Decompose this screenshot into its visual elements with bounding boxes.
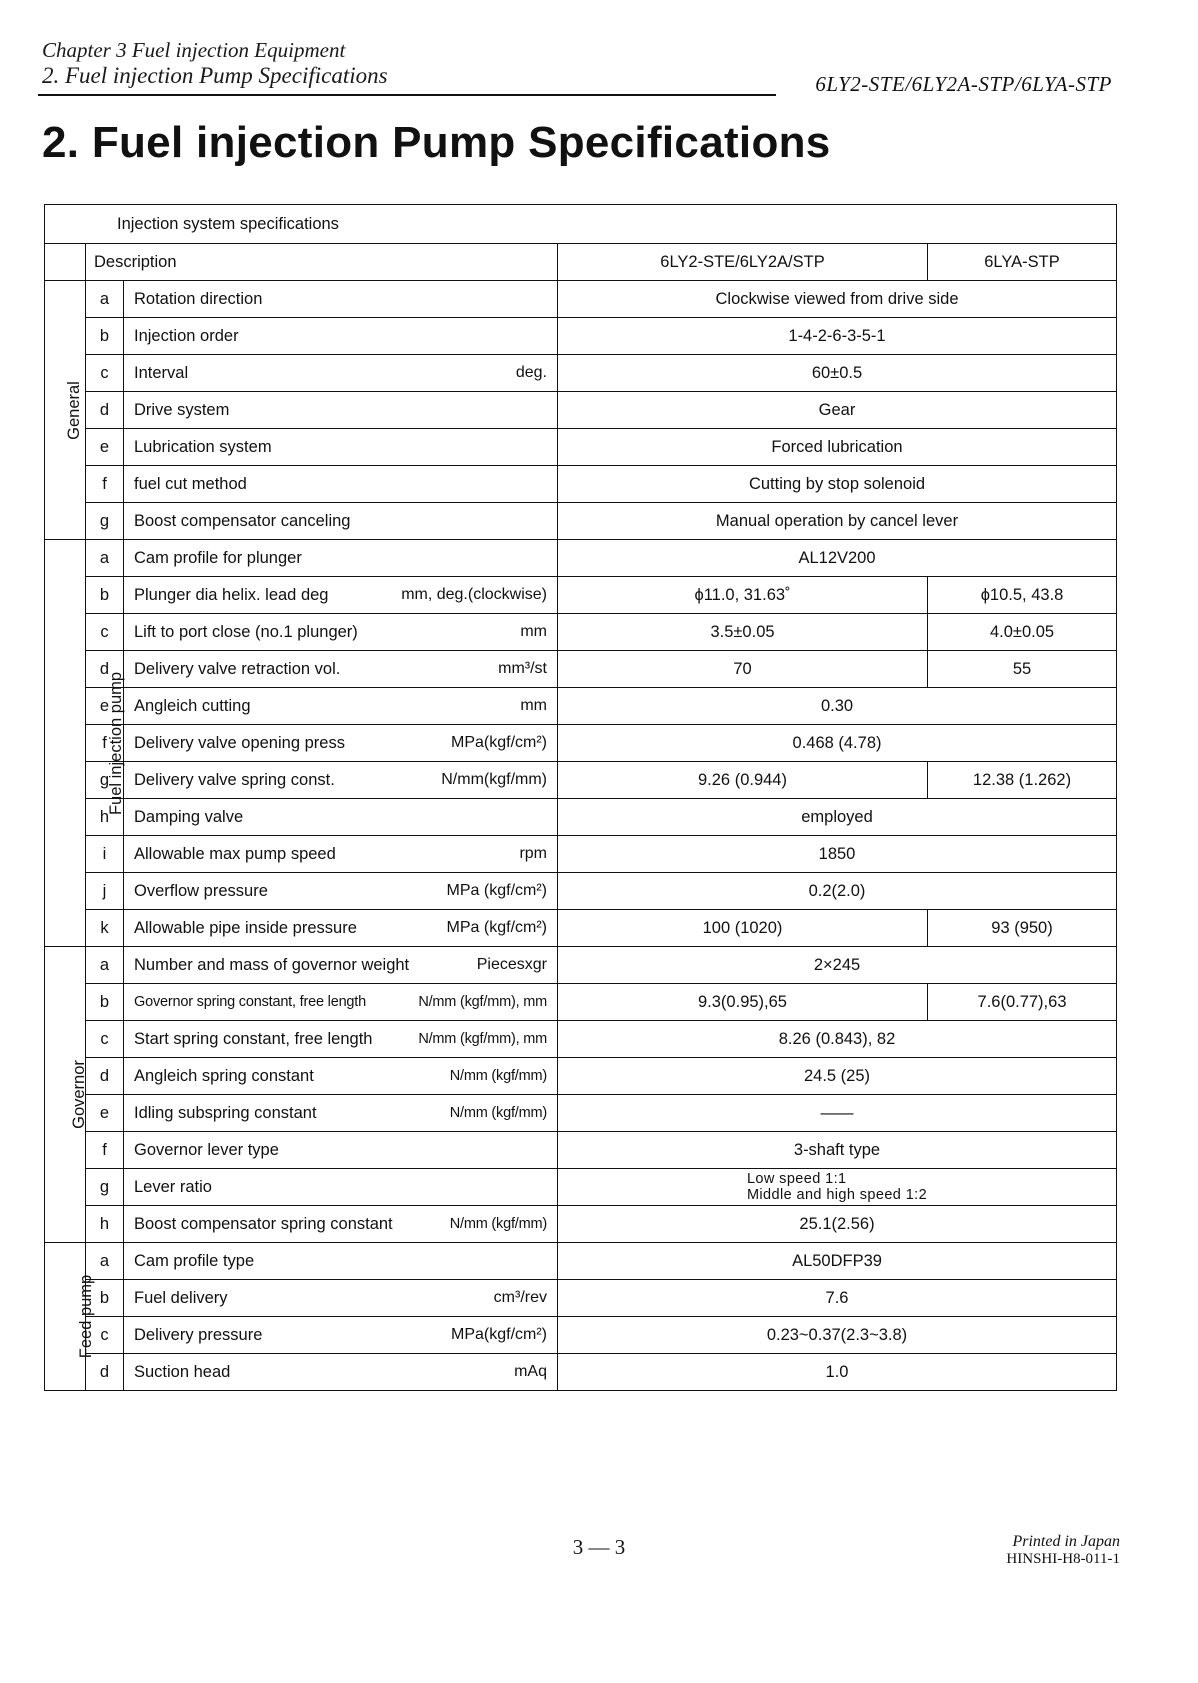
row-description-cell — [124, 688, 558, 725]
row-unit: deg. — [515, 364, 547, 381]
row-description-line — [134, 919, 547, 938]
row-description-line — [134, 1141, 547, 1160]
row-description: Lever ratio — [134, 1177, 212, 1196]
row-description-cell — [124, 873, 558, 910]
row-unit: N/mm (kgf/mm), mm — [418, 994, 547, 1010]
row-description-line — [134, 956, 547, 975]
row-letter: g — [86, 762, 124, 799]
row-description-line — [134, 882, 547, 901]
row-letter: a — [86, 281, 124, 318]
row-description-line — [134, 1067, 547, 1086]
row-letter: k — [86, 910, 124, 947]
row-description-line — [134, 327, 547, 346]
row-description-line — [134, 475, 547, 494]
row-description-cell — [124, 651, 558, 688]
row-value-6ly2: 70 — [558, 651, 928, 688]
spec-row — [45, 799, 1117, 836]
row-description-line — [134, 1252, 547, 1271]
spec-row — [45, 577, 1117, 614]
row-description-line — [134, 623, 547, 642]
spec-table — [44, 204, 1117, 1391]
row-value-6ly2: 3.5±0.05 — [558, 614, 928, 651]
document-code: HINSHI-H8-011-1 — [1006, 1551, 1120, 1567]
spec-row — [45, 688, 1117, 725]
row-letter: b — [86, 1280, 124, 1317]
header-row — [45, 244, 1117, 281]
row-description-line — [134, 808, 547, 827]
row-value: 0.468 (4.78) — [558, 725, 1117, 762]
row-letter: e — [86, 1095, 124, 1132]
row-description-cell — [124, 466, 558, 503]
row-description-cell — [124, 1132, 558, 1169]
row-unit: MPa (kgf/cm²) — [446, 919, 547, 936]
row-description: Plunger dia helix. lead deg — [134, 585, 329, 604]
row-letter: d — [86, 1058, 124, 1095]
row-unit: N/mm (kgf/mm) — [449, 1216, 547, 1232]
row-letter: g — [86, 503, 124, 540]
row-letter: d — [86, 1354, 124, 1391]
row-description: Interval — [134, 363, 189, 382]
row-description-line — [134, 1104, 547, 1123]
row-value: 7.6 — [558, 1280, 1117, 1317]
row-value-6lya: 7.6(0.77),63 — [928, 984, 1117, 1021]
row-unit: mm — [520, 623, 547, 640]
row-description-line — [134, 845, 547, 864]
row-letter: a — [86, 1243, 124, 1280]
group-cell-governor — [45, 947, 86, 1243]
row-description-line — [134, 438, 547, 457]
row-unit: N/mm (kgf/mm) — [449, 1105, 547, 1121]
header-section: 2. Fuel injection Pump Specifications — [42, 63, 388, 88]
row-description-cell — [124, 318, 558, 355]
row-unit: cm³/rev — [493, 1289, 547, 1306]
row-value: employed — [558, 799, 1117, 836]
row-description: Lubrication system — [134, 437, 272, 456]
row-description-line — [134, 994, 547, 1010]
row-description: Angleich spring constant — [134, 1066, 314, 1085]
row-description: Delivery valve opening press — [134, 733, 345, 752]
row-unit: MPa (kgf/cm²) — [446, 882, 547, 899]
row-description-cell — [124, 429, 558, 466]
row-description: Fuel delivery — [134, 1288, 228, 1307]
row-description-line — [134, 1289, 547, 1308]
row-description-cell — [124, 799, 558, 836]
row-description-cell — [124, 1169, 558, 1206]
row-unit: mm — [520, 697, 547, 714]
row-description: Angleich cutting — [134, 696, 251, 715]
row-value: 1-4-2-6-3-5-1 — [558, 318, 1117, 355]
description-header: Description — [86, 244, 558, 281]
row-value: 0.2(2.0) — [558, 873, 1117, 910]
row-description: Governor spring constant, free length — [134, 994, 366, 1010]
row-unit: N/mm (kgf/mm) — [449, 1068, 547, 1084]
header-blank-cell — [45, 244, 86, 281]
lever-ratio-line2: Middle and high speed 1:2 — [746, 1186, 928, 1203]
row-description: Idling subspring constant — [134, 1103, 317, 1122]
spec-row — [45, 503, 1117, 540]
row-description-cell — [124, 614, 558, 651]
row-letter: a — [86, 947, 124, 984]
row-description-cell — [124, 1058, 558, 1095]
row-description-cell — [124, 392, 558, 429]
spec-row — [45, 1095, 1117, 1132]
row-value-6ly2: 9.26 (0.944) — [558, 762, 928, 799]
spec-row — [45, 355, 1117, 392]
row-value: 8.26 (0.843), 82 — [558, 1021, 1117, 1058]
row-description: Injection order — [134, 326, 239, 345]
row-description-line — [134, 734, 547, 753]
row-value-6lya: ϕ10.5, 43.8 — [928, 577, 1117, 614]
row-description-cell — [124, 1280, 558, 1317]
row-description-cell — [124, 503, 558, 540]
group-label-feed-pump: Feed pump — [77, 1274, 96, 1359]
row-value — [558, 1169, 1117, 1206]
column-header-6ly2: 6LY2-STE/6LY2A/STP — [558, 244, 928, 281]
row-letter: g — [86, 1169, 124, 1206]
spec-row — [45, 910, 1117, 947]
row-description: Delivery valve spring const. — [134, 770, 335, 789]
group-cell-fuel-injection-pump — [45, 540, 126, 947]
row-description-cell — [124, 725, 558, 762]
spec-row — [45, 614, 1117, 651]
column-header-6lya: 6LYA-STP — [928, 244, 1117, 281]
row-letter: j — [86, 873, 124, 910]
row-description-cell — [124, 577, 558, 614]
row-value: Gear — [558, 392, 1117, 429]
row-letter: e — [86, 429, 124, 466]
row-value: 24.5 (25) — [558, 1058, 1117, 1095]
row-letter: f — [86, 466, 124, 503]
header-rule — [38, 94, 776, 96]
lever-ratio-line1: Low speed 1:1 — [746, 1170, 847, 1187]
row-letter: i — [86, 836, 124, 873]
row-description: Delivery pressure — [134, 1325, 263, 1344]
spec-row — [45, 1058, 1117, 1095]
row-description-line — [134, 549, 547, 568]
row-description-cell — [124, 762, 558, 799]
row-description-line — [134, 401, 547, 420]
spec-row — [45, 947, 1117, 984]
spec-row — [45, 281, 1117, 318]
row-description-line — [134, 1215, 547, 1234]
row-letter: b — [86, 577, 124, 614]
row-description: Governor lever type — [134, 1140, 279, 1159]
spec-row — [45, 873, 1117, 910]
row-description-line — [134, 364, 547, 383]
row-unit: mAq — [514, 1363, 547, 1380]
row-description: Number and mass of governor weight — [134, 955, 410, 974]
row-description-cell — [124, 1317, 558, 1354]
row-description-line — [134, 697, 547, 716]
row-description-cell — [124, 947, 558, 984]
row-value-6ly2: 100 (1020) — [558, 910, 928, 947]
row-letter: h — [86, 1206, 124, 1243]
spec-row — [45, 762, 1117, 799]
row-value: 25.1(2.56) — [558, 1206, 1117, 1243]
row-value: Manual operation by cancel lever — [558, 503, 1117, 540]
group-label-governor: Governor — [69, 1060, 88, 1129]
row-letter: c — [86, 614, 124, 651]
row-description: Delivery valve retraction vol. — [134, 659, 341, 678]
printed-in-japan: Printed in Japan — [1012, 1533, 1120, 1550]
row-unit: N/mm (kgf/mm), mm — [418, 1031, 547, 1047]
row-letter: c — [86, 1317, 124, 1354]
row-description: Boost compensator spring constant — [134, 1214, 393, 1233]
row-value: 1.0 — [558, 1354, 1117, 1391]
table-caption: Injection system specifications — [45, 205, 1117, 244]
row-letter: c — [86, 1021, 124, 1058]
row-description-line — [134, 660, 547, 679]
row-description: Drive system — [134, 400, 230, 419]
row-description: Boost compensator canceling — [134, 511, 351, 530]
spec-row — [45, 651, 1117, 688]
spec-row — [45, 1280, 1117, 1317]
row-letter: b — [86, 984, 124, 1021]
row-value: Forced lubrication — [558, 429, 1117, 466]
row-description: Start spring constant, free length — [134, 1029, 373, 1048]
row-unit: N/mm(kgf/mm) — [441, 771, 547, 788]
caption-row — [45, 205, 1117, 244]
row-unit: MPa(kgf/cm²) — [451, 1326, 547, 1343]
spec-row — [45, 1317, 1117, 1354]
spec-row — [45, 466, 1117, 503]
row-value-6lya: 4.0±0.05 — [928, 614, 1117, 651]
row-value: 1850 — [558, 836, 1117, 873]
spec-row — [45, 984, 1117, 1021]
row-description: Allowable pipe inside pressure — [134, 918, 357, 937]
row-description-cell — [124, 281, 558, 318]
row-letter: c — [86, 355, 124, 392]
row-letter: d — [86, 651, 124, 688]
row-description-cell — [124, 1021, 558, 1058]
row-value: 60±0.5 — [558, 355, 1117, 392]
row-value-6lya: 55 — [928, 651, 1117, 688]
row-letter: b — [86, 318, 124, 355]
row-value: AL12V200 — [558, 540, 1117, 577]
row-letter: f — [86, 1132, 124, 1169]
group-cell-general — [45, 281, 86, 540]
spec-row — [45, 1132, 1117, 1169]
group-cell-feed-pump — [45, 1243, 96, 1391]
row-letter: e — [86, 688, 124, 725]
row-unit: mm³/st — [498, 660, 547, 677]
row-description-line — [134, 290, 547, 309]
row-description: fuel cut method — [134, 474, 247, 493]
row-description-cell — [124, 1243, 558, 1280]
row-description-cell — [124, 1206, 558, 1243]
spec-row — [45, 1243, 1117, 1280]
spec-row — [45, 318, 1117, 355]
row-value: 3-shaft type — [558, 1132, 1117, 1169]
spec-row — [45, 392, 1117, 429]
row-description-line — [134, 1030, 547, 1049]
spec-row — [45, 1206, 1117, 1243]
spec-table-body — [45, 205, 1117, 1391]
group-label-general: General — [64, 380, 83, 440]
row-description-line — [134, 1178, 547, 1197]
spec-row — [45, 1169, 1117, 1206]
spec-row — [45, 1021, 1117, 1058]
row-value: Cutting by stop solenoid — [558, 466, 1117, 503]
row-value-6ly2: 9.3(0.95),65 — [558, 984, 928, 1021]
row-unit: Piecesxgr — [476, 956, 547, 973]
row-value: —— — [558, 1095, 1117, 1132]
row-letter: a — [86, 540, 124, 577]
row-unit: rpm — [519, 845, 547, 862]
row-value: 2×245 — [558, 947, 1117, 984]
page-title: 2. Fuel injection Pump Specifications — [42, 118, 831, 167]
header-models: 6LY2-STE/6LY2A-STP/6LYA-STP — [815, 72, 1112, 96]
row-letter: f — [86, 725, 124, 762]
row-description-cell — [124, 984, 558, 1021]
row-description: Rotation direction — [134, 289, 263, 308]
row-description: Cam profile for plunger — [134, 548, 302, 567]
row-description-cell — [124, 1095, 558, 1132]
spec-row — [45, 725, 1117, 762]
row-description-cell — [124, 1354, 558, 1391]
spec-row — [45, 836, 1117, 873]
row-unit: MPa(kgf/cm²) — [451, 734, 547, 751]
row-description: Overflow pressure — [134, 881, 268, 900]
spec-row — [45, 1354, 1117, 1391]
row-description-line — [134, 771, 547, 790]
header-chapter: Chapter 3 Fuel injection Equipment — [42, 38, 346, 62]
row-letter: h — [86, 799, 124, 836]
row-description-cell — [124, 540, 558, 577]
row-value: AL50DFP39 — [558, 1243, 1117, 1280]
lever-ratio-values — [747, 1171, 927, 1203]
row-description: Damping valve — [134, 807, 244, 826]
row-value: 0.30 — [558, 688, 1117, 725]
row-description-line — [134, 512, 547, 531]
row-description-line — [134, 1363, 547, 1382]
spec-row — [45, 540, 1117, 577]
row-letter: d — [86, 392, 124, 429]
row-unit: mm, deg.(clockwise) — [401, 586, 547, 603]
row-description-line — [134, 1326, 547, 1345]
spec-row — [45, 429, 1117, 466]
row-value-6ly2: ϕ11.0, 31.63˚ — [558, 577, 928, 614]
row-description-cell — [124, 355, 558, 392]
row-description: Cam profile type — [134, 1251, 255, 1270]
row-description-cell — [124, 836, 558, 873]
row-value: 0.23~0.37(2.3~3.8) — [558, 1317, 1117, 1354]
group-label-fuel-injection-pump: Fuel injection pump — [107, 671, 126, 815]
row-value: Clockwise viewed from drive side — [558, 281, 1117, 318]
row-description: Lift to port close (no.1 plunger) — [134, 622, 358, 641]
row-value-6lya: 12.38 (1.262) — [928, 762, 1117, 799]
row-value-6lya: 93 (950) — [928, 910, 1117, 947]
row-description: Suction head — [134, 1362, 231, 1381]
row-description: Allowable max pump speed — [134, 844, 336, 863]
row-description-cell — [124, 910, 558, 947]
page-number: 3 — 3 — [572, 1535, 626, 1559]
row-description-line — [134, 586, 547, 605]
